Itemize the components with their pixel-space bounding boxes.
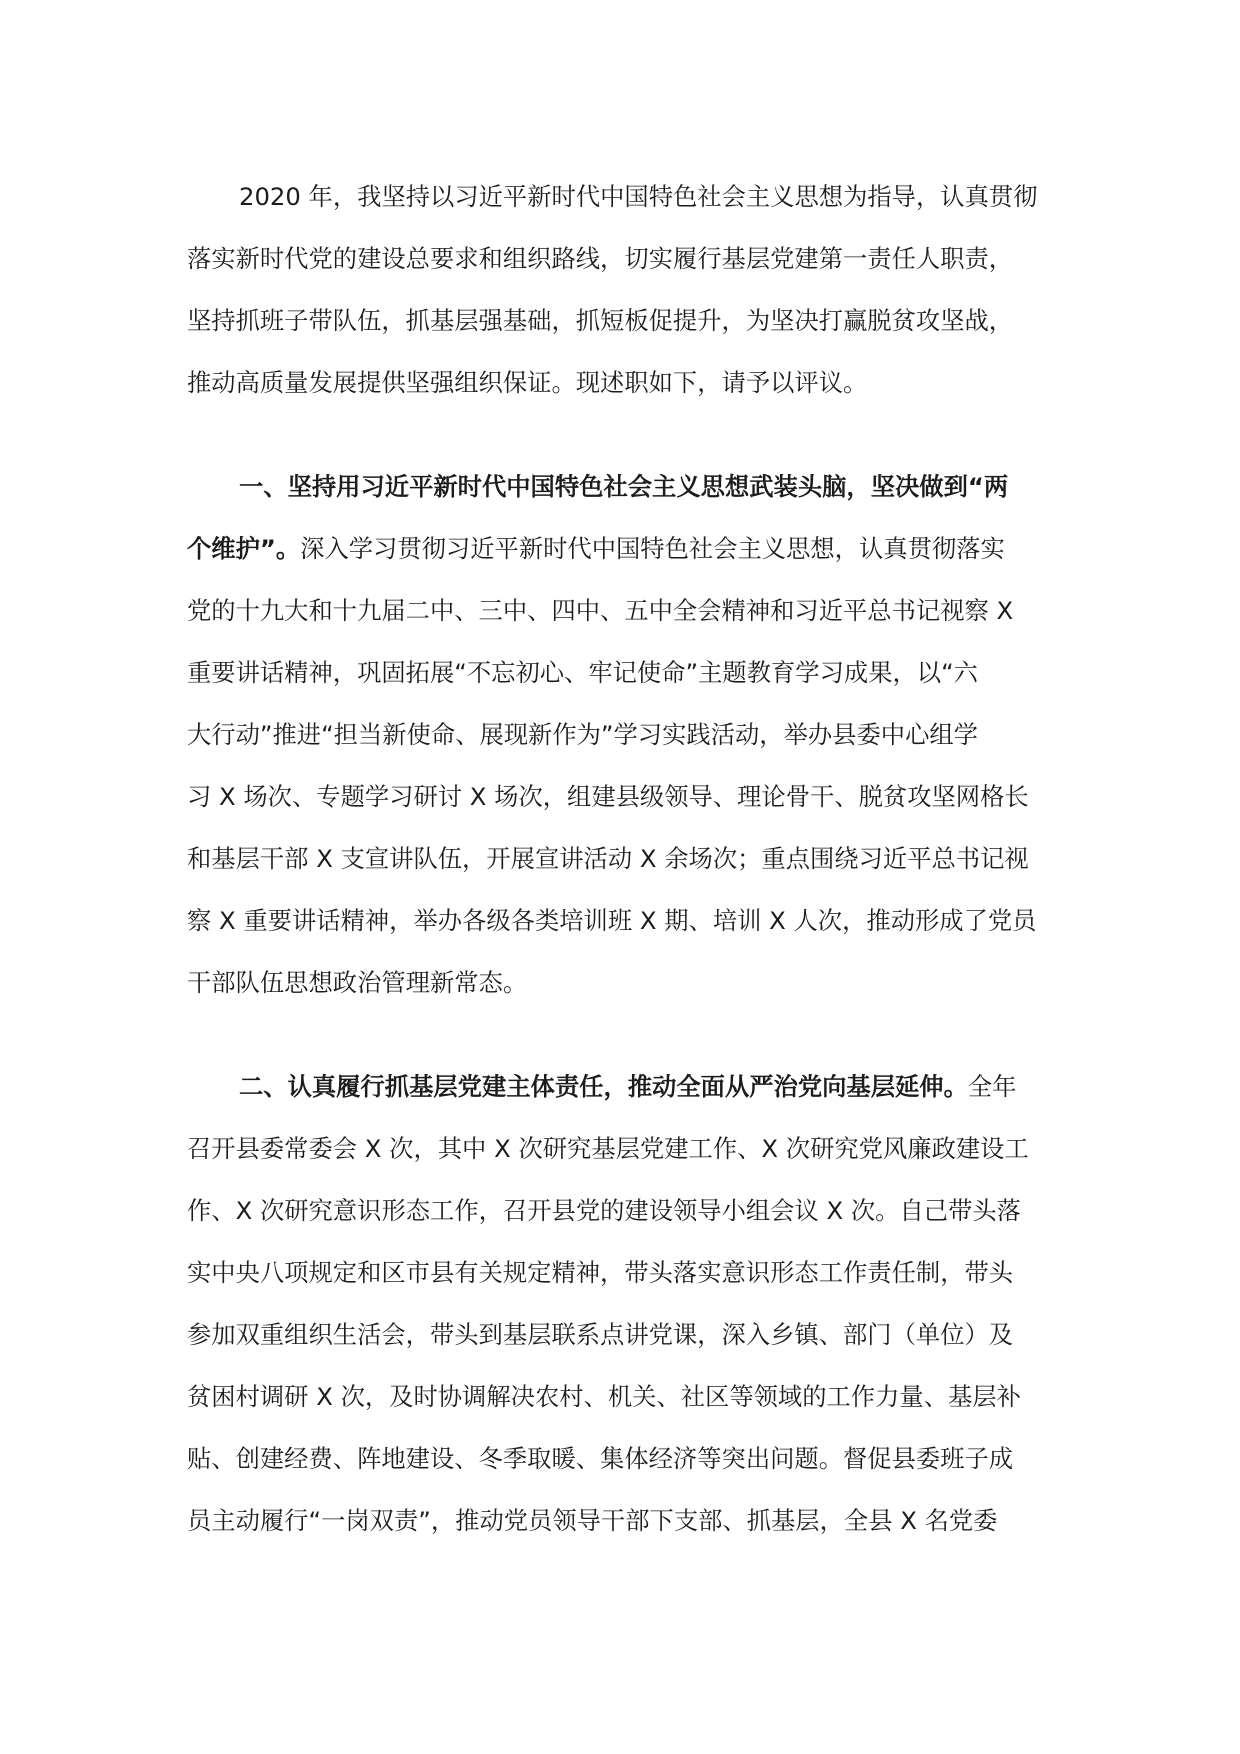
section-1-line: 大行动”推进“担当新使命、展现新作为”学习实践活动，举办县委中心组学 (187, 720, 978, 749)
paragraph-1-line: 落实新时代党的建设总要求和组织路线，切实履行基层党建第一责任人职责， (187, 244, 1014, 273)
section-1-line: 干部队伍思想政治管理新常态。 (187, 968, 528, 997)
section-1-line: 重要讲话精神，巩固拓展“不忘初心、牢记使命”主题教育学习成果，以“六 (187, 658, 978, 687)
section-1-line: 和基层干部 X 支宣讲队伍，开展宣讲活动 X 余场次；重点围绕习近平总书记视 (187, 844, 1029, 873)
section-1-heading-end: 个维护”。 (187, 534, 301, 563)
section-2-text: 全年 (967, 1072, 1017, 1101)
section-2-heading-line (187, 1056, 1054, 1118)
section-1-line: 察 X 重要讲话精神，举办各级各类培训班 X 期、培训 X 人次，推动形成了党员 (187, 906, 1037, 935)
paragraph-1-line: 2020 年，我坚持以习近平新时代中国特色社会主义思想为指导，认真贯彻 (239, 182, 1038, 211)
section-1-line: 党的十九大和十九届二中、三中、四中、五中全会精神和习近平总书记视察 X (187, 596, 1014, 625)
section-2-line: 贫困村调研 X 次，及时协调解决农村、机关、社区等领域的工作力量、基层补 (187, 1382, 1021, 1411)
paragraph-1-line: 坚持抓班子带队伍，抓基层强基础，抓短板促提升，为坚决打赢脱贫攻坚战， (187, 306, 1014, 335)
section-2-line: 员主动履行“一岗双责”，推动党员领导干部下支部、抓基层，全县 X 名党委 (187, 1506, 998, 1535)
section-2-heading: 二、认真履行抓基层党建主体责任，推动全面从严治党向基层延伸。 (239, 1072, 968, 1101)
paragraph-gap (187, 1014, 1054, 1056)
paragraph-gap (187, 414, 1054, 456)
paragraph-1-line: 推动高质量发展提供坚强组织保证。现述职如下，请予以评议。 (187, 368, 868, 397)
section-1-text: 深入学习贯彻习近平新时代中国特色社会主义思想，认真贯彻落实 (300, 534, 1005, 563)
section-1-heading: 一、坚持用习近平新时代中国特色社会主义思想武装头脑，坚决做到“两 (239, 472, 1009, 501)
section-2-line: 实中央八项规定和区市县有关规定精神，带头落实意识形态工作责任制，带头 (187, 1258, 1014, 1287)
section-2-line: 召开县委常委会 X 次，其中 X 次研究基层党建工作、X 次研究党风廉政建设工 (187, 1134, 1029, 1163)
section-1-line: 习 X 场次、专题学习研讨 X 场次，组建县级领导、理论骨干、脱贫攻坚网格长 (187, 782, 1029, 811)
section-2-line: 参加双重组织生活会，带头到基层联系点讲党课，深入乡镇、部门（单位）及 (187, 1320, 1014, 1349)
section-1-line (187, 518, 1054, 580)
section-2-line: 贴、创建经费、阵地建设、冬季取暖、集体经济等突出问题。督促县委班子成 (187, 1444, 1014, 1473)
section-2-line: 作、X 次研究意识形态工作，召开县党的建设领导小组会议 X 次。自己带头落 (187, 1196, 1021, 1225)
document-body (187, 166, 1054, 1552)
